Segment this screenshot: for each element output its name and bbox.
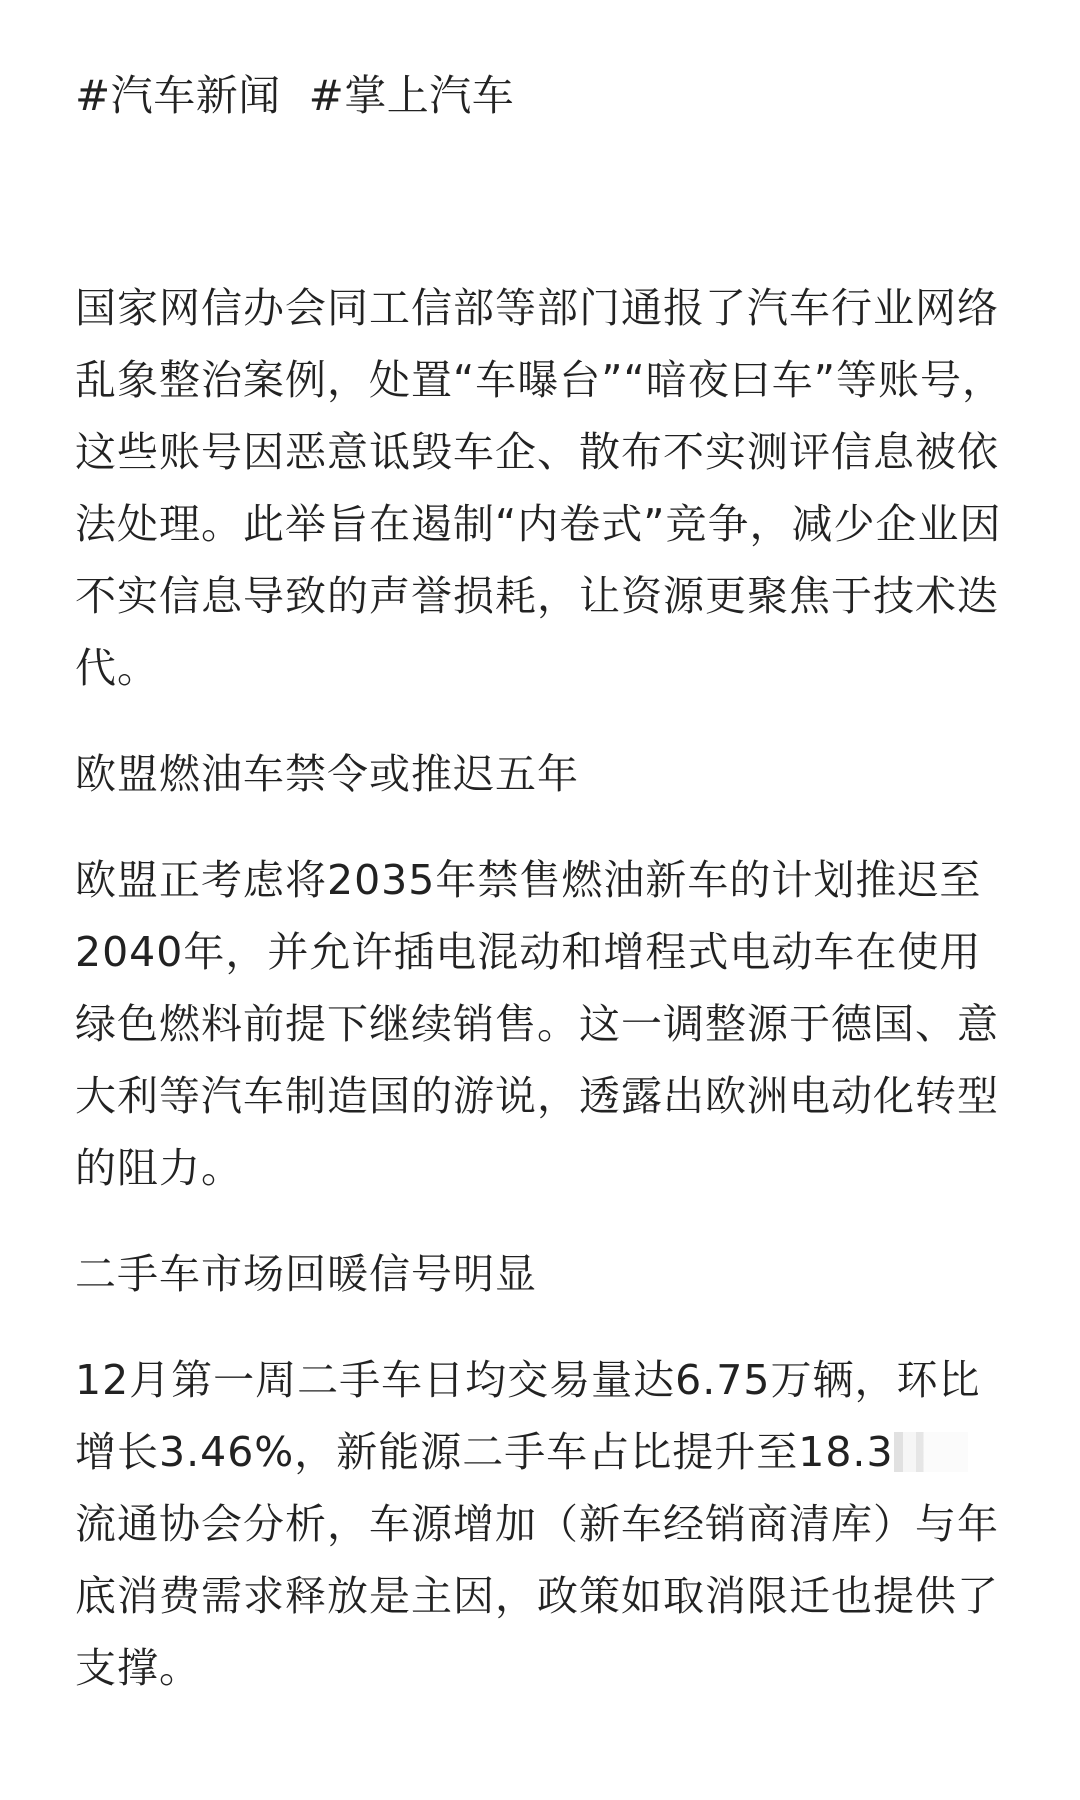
hashtag-auto-news[interactable]: #汽车新闻 [75, 71, 281, 120]
redaction-smudge [894, 1432, 968, 1472]
paragraph-eu-ban: 欧盟正考虑将2035年禁售燃油新车的计划推迟至2040年，并允许插电混动和增程式电动车在使用绿色燃料前提下继续销售。这一调整源于德国、意大利等汽车制造国的游说，透露出欧洲电动化转型的阻力。 [75, 856, 999, 1192]
article [75, 60, 1005, 1738]
heading-used-car-market: 二手车市场回暖信号明显 [75, 1250, 537, 1298]
paragraph-cyber-crackdown: 国家网信办会同工信部等部门通报了汽车行业网络乱象整治案例，处置“车曝台”“暗夜曰车”等账号，这些账号因恶意诋毁车企、散布不实测评信息被依法处理。此举旨在遏制“内卷式”竞争，减少企业因不实信息导致的声誉损耗，让资源更聚焦于技术迭代。 [75, 284, 1004, 692]
hashtag-zhangshang-auto[interactable]: #掌上汽车 [308, 71, 515, 120]
used-car-text-part2: 流通协会分析，车源增加（新车经销商清库）与年底消费需求释放是主因，政策如取消限迁也提供了支撑。 [75, 1500, 999, 1692]
used-car-text-part1: 12月第一周二手车日均交易量达6.75万辆，环比增长3.46%，新能源二手车占比提升至18.3 [75, 1356, 981, 1476]
paragraph-used-car-market [75, 1344, 1005, 1704]
hashtag-row [75, 60, 1005, 132]
heading-eu-ban: 欧盟燃油车禁令或推迟五年 [75, 750, 579, 798]
